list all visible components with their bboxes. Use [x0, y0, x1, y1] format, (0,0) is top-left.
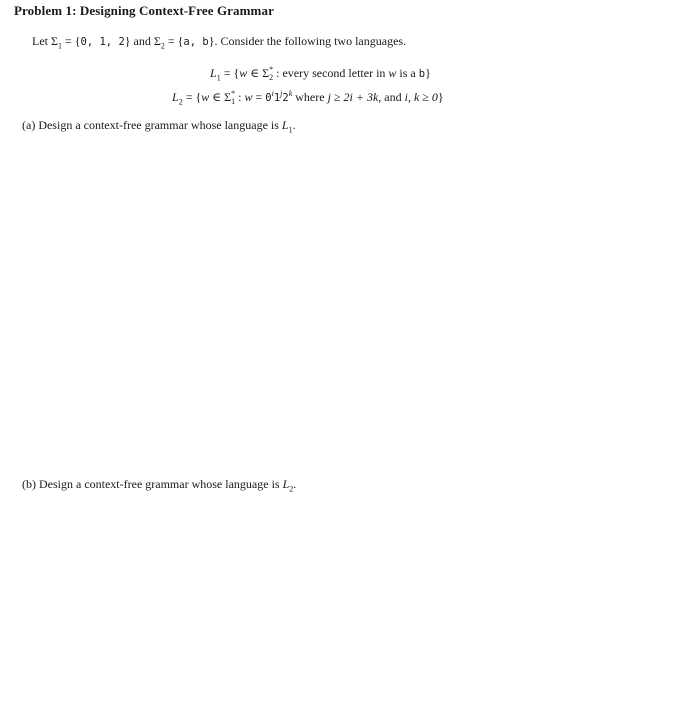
- l2-sigma-sub: 1: [231, 97, 236, 107]
- sigma1-subscript: 1: [57, 41, 62, 51]
- l2-one: 1: [273, 92, 281, 104]
- l2-exp-j: j: [280, 89, 283, 98]
- l2-and: , and: [378, 90, 405, 104]
- part-b-prompt: [22, 477, 296, 493]
- part-b-answer-space[interactable]: [22, 500, 662, 700]
- l2-star: *: [231, 89, 236, 98]
- part-a-answer-space[interactable]: [22, 140, 662, 465]
- sigma2-set: a, b: [183, 36, 209, 48]
- l1-name: L: [210, 66, 217, 80]
- part-a-prompt: [22, 118, 296, 134]
- l1-in-sigma: ∈ Σ: [247, 66, 270, 80]
- l2-where: where: [292, 90, 328, 104]
- l1-star: *: [269, 65, 274, 74]
- sigma2-symbol: Σ: [153, 34, 161, 48]
- l2-exp-i: i: [271, 89, 274, 98]
- problem-title: Problem 1: Designing Context-Free Grammar: [14, 3, 274, 18]
- l1-colon-text: : every second letter in: [273, 66, 389, 80]
- l2-zero: 0: [265, 92, 272, 104]
- l2-var-w2: w: [244, 90, 253, 104]
- l2-eq: =: [252, 90, 266, 104]
- l2-var-w: w: [201, 90, 210, 104]
- l2-colon: :: [235, 90, 245, 104]
- l1-var-w: w: [239, 66, 248, 80]
- language-l1-definition: [210, 65, 431, 82]
- l2-name: L: [172, 90, 179, 104]
- part-a-label: (a) Design a context-free grammar whose language is: [22, 118, 282, 132]
- part-a-lang-sub: 1: [288, 125, 293, 135]
- l2-exp-k: k: [288, 89, 293, 98]
- sigma1-set: 0, 1, 2: [80, 36, 125, 48]
- l1-def-end: }: [425, 66, 431, 80]
- l2-two: 2: [282, 92, 289, 104]
- intro-and: } and: [124, 34, 154, 48]
- l2-def-end: }: [437, 90, 444, 104]
- l1-def-start: = {: [220, 66, 240, 80]
- sigma2-subscript: 2: [160, 41, 165, 51]
- part-b-end: .: [293, 477, 297, 491]
- part-b-label: (b) Design a context-free grammar whose language is: [22, 477, 283, 491]
- l1-sigma-sub: 2: [269, 73, 274, 83]
- intro-let: Let: [32, 34, 51, 48]
- intro-equals1: = {: [61, 34, 81, 48]
- l2-subscript: 2: [178, 97, 183, 107]
- intro-equals2: = {: [164, 34, 184, 48]
- l1-is-a: is a: [396, 66, 419, 80]
- l1-subscript: 1: [216, 73, 221, 83]
- intro-closing: }. Consider the following two languages.: [208, 34, 407, 48]
- sigma1-symbol: Σ: [51, 34, 58, 48]
- l2-condition2: i, k ≥ 0: [404, 90, 438, 104]
- language-l2-definition: [172, 89, 444, 106]
- l2-condition: j ≥ 2i + 3k: [327, 90, 379, 104]
- l1-var-w2: w: [388, 66, 397, 80]
- l2-def-start: = {: [182, 90, 202, 104]
- l2-in-sigma: ∈ Σ: [209, 90, 232, 104]
- intro-sentence: [32, 34, 406, 50]
- part-b-lang-sub: 2: [289, 484, 294, 494]
- part-a-end: .: [292, 118, 296, 132]
- part-b-lang: L: [282, 477, 290, 491]
- part-a-lang: L: [281, 118, 289, 132]
- l1-letter: b: [418, 68, 426, 80]
